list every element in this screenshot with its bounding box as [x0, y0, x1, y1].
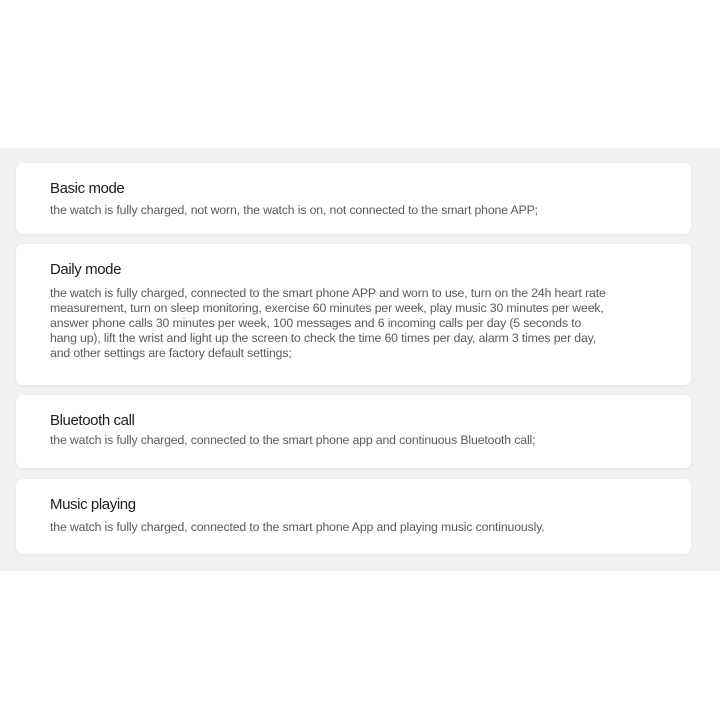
mode-title: Music playing — [50, 496, 136, 513]
mode-card-bluetooth-call — [16, 395, 691, 468]
mode-card-basic — [16, 163, 691, 234]
mode-description: the watch is fully charged, not worn, the watch is on, not connected to the smart phone APP; — [50, 203, 538, 217]
mode-card-daily — [16, 244, 691, 385]
mode-description: the watch is fully charged, connected to the smart phone app and continuous Bluetooth call; — [50, 433, 536, 447]
mode-title: Daily mode — [50, 261, 122, 278]
mode-title: Basic mode — [50, 180, 125, 197]
mode-description: the watch is fully charged, connected to the smart phone APP and worn to use, turn on the 24h heart rate measurement, turn on sleep monitoring, exercise 60 minutes per week, play music 30 minutes per week, answer phone calls 30 minutes per week, 100 messages and 6 incoming calls per day (5 seconds to hang up), lift the wrist and light up the screen to check the time 60 times per day, alarm 3 times per day, and other settings are factory default settings; — [50, 286, 606, 360]
mode-card-music-playing — [16, 479, 691, 554]
mode-description: the watch is fully charged, connected to the smart phone App and playing music continuously. — [50, 520, 545, 534]
mode-title: Bluetooth call — [50, 412, 135, 429]
